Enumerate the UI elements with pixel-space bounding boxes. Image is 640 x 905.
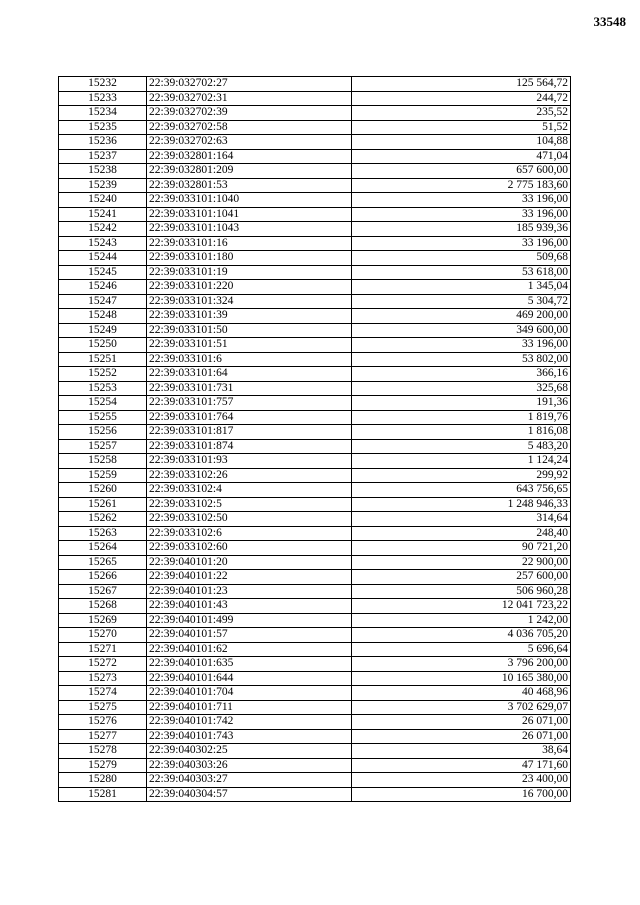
cadastral-number-cell: 22:39:032702:27 xyxy=(147,77,352,92)
row-number-cell: 15242 xyxy=(59,222,147,237)
row-number-cell: 15259 xyxy=(59,468,147,483)
table-row xyxy=(59,526,571,541)
cadastral-number-cell: 22:39:033101:93 xyxy=(147,454,352,469)
table-row xyxy=(59,555,571,570)
table-row xyxy=(59,787,571,802)
value-cell: 10 165 380,00 xyxy=(352,671,571,686)
cadastral-number-cell: 22:39:040101:742 xyxy=(147,715,352,730)
row-number-cell: 15238 xyxy=(59,164,147,179)
value-cell: 12 041 723,22 xyxy=(352,599,571,614)
table-row xyxy=(59,77,571,92)
cadastral-number-cell: 22:39:032801:209 xyxy=(147,164,352,179)
table-row xyxy=(59,323,571,338)
row-number-cell: 15258 xyxy=(59,454,147,469)
cadastral-number-cell: 22:39:040303:27 xyxy=(147,773,352,788)
table-row xyxy=(59,729,571,744)
value-cell: 471,04 xyxy=(352,149,571,164)
row-number-cell: 15235 xyxy=(59,120,147,135)
value-cell: 248,40 xyxy=(352,526,571,541)
cadastral-number-cell: 22:39:040101:23 xyxy=(147,584,352,599)
cadastral-number-cell: 22:39:040101:704 xyxy=(147,686,352,701)
cadastral-number-cell: 22:39:033101:1043 xyxy=(147,222,352,237)
row-number-cell: 15280 xyxy=(59,773,147,788)
value-cell: 643 756,65 xyxy=(352,483,571,498)
table-row xyxy=(59,642,571,657)
cadastral-number-cell: 22:39:032702:58 xyxy=(147,120,352,135)
cadastral-number-cell: 22:39:033101:1040 xyxy=(147,193,352,208)
table-row xyxy=(59,251,571,266)
row-number-cell: 15255 xyxy=(59,410,147,425)
table-row xyxy=(59,657,571,672)
table-row xyxy=(59,700,571,715)
row-number-cell: 15248 xyxy=(59,309,147,324)
cadastral-number-cell: 22:39:033101:731 xyxy=(147,381,352,396)
value-cell: 47 171,60 xyxy=(352,758,571,773)
row-number-cell: 15237 xyxy=(59,149,147,164)
row-number-cell: 15274 xyxy=(59,686,147,701)
table-row xyxy=(59,758,571,773)
table-row xyxy=(59,715,571,730)
cadastral-number-cell: 22:39:033101:6 xyxy=(147,352,352,367)
cadastral-number-cell: 22:39:033101:220 xyxy=(147,280,352,295)
table-row xyxy=(59,468,571,483)
value-cell: 1 816,08 xyxy=(352,425,571,440)
value-cell: 22 900,00 xyxy=(352,555,571,570)
value-cell: 40 468,96 xyxy=(352,686,571,701)
value-cell: 506 960,28 xyxy=(352,584,571,599)
cadastral-number-cell: 22:39:033102:26 xyxy=(147,468,352,483)
value-cell: 299,92 xyxy=(352,468,571,483)
table-row xyxy=(59,294,571,309)
table-row xyxy=(59,135,571,150)
value-cell: 38,64 xyxy=(352,744,571,759)
row-number-cell: 15273 xyxy=(59,671,147,686)
value-cell: 1 124,24 xyxy=(352,454,571,469)
table-row xyxy=(59,120,571,135)
table-row xyxy=(59,193,571,208)
cadastral-number-cell: 22:39:040101:743 xyxy=(147,729,352,744)
cadastral-value-table xyxy=(58,76,571,802)
value-cell: 26 071,00 xyxy=(352,729,571,744)
value-cell: 191,36 xyxy=(352,396,571,411)
value-cell: 23 400,00 xyxy=(352,773,571,788)
table-row xyxy=(59,178,571,193)
value-cell: 53 618,00 xyxy=(352,265,571,280)
table-row xyxy=(59,425,571,440)
cadastral-number-cell: 22:39:040101:20 xyxy=(147,555,352,570)
value-cell: 5 483,20 xyxy=(352,439,571,454)
table-row xyxy=(59,570,571,585)
row-number-cell: 15272 xyxy=(59,657,147,672)
cadastral-number-cell: 22:39:033101:39 xyxy=(147,309,352,324)
table-row xyxy=(59,613,571,628)
value-cell: 3 796 200,00 xyxy=(352,657,571,672)
row-number-cell: 15240 xyxy=(59,193,147,208)
table-row xyxy=(59,744,571,759)
row-number-cell: 15251 xyxy=(59,352,147,367)
row-number-cell: 15253 xyxy=(59,381,147,396)
row-number-cell: 15262 xyxy=(59,512,147,527)
value-cell: 53 802,00 xyxy=(352,352,571,367)
value-cell: 1 248 946,33 xyxy=(352,497,571,512)
table-row xyxy=(59,671,571,686)
cadastral-number-cell: 22:39:032702:39 xyxy=(147,106,352,121)
cadastral-number-cell: 22:39:033101:51 xyxy=(147,338,352,353)
cadastral-number-cell: 22:39:033102:6 xyxy=(147,526,352,541)
cadastral-number-cell: 22:39:040101:644 xyxy=(147,671,352,686)
cadastral-number-cell: 22:39:033101:1041 xyxy=(147,207,352,222)
cadastral-number-cell: 22:39:040101:499 xyxy=(147,613,352,628)
cadastral-number-cell: 22:39:033101:64 xyxy=(147,367,352,382)
value-cell: 1 242,00 xyxy=(352,613,571,628)
row-number-cell: 15247 xyxy=(59,294,147,309)
cadastral-number-cell: 22:39:040101:22 xyxy=(147,570,352,585)
table-row xyxy=(59,265,571,280)
table-row xyxy=(59,541,571,556)
cadastral-number-cell: 22:39:033102:60 xyxy=(147,541,352,556)
table-row xyxy=(59,164,571,179)
table-body xyxy=(59,77,571,802)
value-cell: 244,72 xyxy=(352,91,571,106)
value-cell: 5 696,64 xyxy=(352,642,571,657)
row-number-cell: 15250 xyxy=(59,338,147,353)
table-row xyxy=(59,599,571,614)
row-number-cell: 15261 xyxy=(59,497,147,512)
row-number-cell: 15279 xyxy=(59,758,147,773)
cadastral-number-cell: 22:39:032702:63 xyxy=(147,135,352,150)
row-number-cell: 15266 xyxy=(59,570,147,585)
row-number-cell: 15270 xyxy=(59,628,147,643)
cadastral-number-cell: 22:39:040304:57 xyxy=(147,787,352,802)
cadastral-number-cell: 22:39:033101:50 xyxy=(147,323,352,338)
row-number-cell: 15236 xyxy=(59,135,147,150)
row-number-cell: 15239 xyxy=(59,178,147,193)
row-number-cell: 15257 xyxy=(59,439,147,454)
row-number-cell: 15277 xyxy=(59,729,147,744)
value-cell: 104,88 xyxy=(352,135,571,150)
row-number-cell: 15275 xyxy=(59,700,147,715)
table-row xyxy=(59,381,571,396)
value-cell: 26 071,00 xyxy=(352,715,571,730)
row-number-cell: 15269 xyxy=(59,613,147,628)
page-number: 33548 xyxy=(593,14,626,29)
value-cell: 90 721,20 xyxy=(352,541,571,556)
table-row xyxy=(59,773,571,788)
table-row xyxy=(59,338,571,353)
cadastral-number-cell: 22:39:033101:817 xyxy=(147,425,352,440)
row-number-cell: 15241 xyxy=(59,207,147,222)
row-number-cell: 15265 xyxy=(59,555,147,570)
value-cell: 2 775 183,60 xyxy=(352,178,571,193)
value-cell: 5 304,72 xyxy=(352,294,571,309)
table-row xyxy=(59,149,571,164)
cadastral-number-cell: 22:39:040101:62 xyxy=(147,642,352,657)
value-cell: 1 345,04 xyxy=(352,280,571,295)
table-row xyxy=(59,686,571,701)
value-cell: 509,68 xyxy=(352,251,571,266)
cadastral-number-cell: 22:39:033102:5 xyxy=(147,497,352,512)
table-row xyxy=(59,497,571,512)
cadastral-number-cell: 22:39:040101:635 xyxy=(147,657,352,672)
value-cell: 125 564,72 xyxy=(352,77,571,92)
cadastral-number-cell: 22:39:033102:50 xyxy=(147,512,352,527)
value-cell: 33 196,00 xyxy=(352,193,571,208)
value-cell: 33 196,00 xyxy=(352,338,571,353)
table-row xyxy=(59,439,571,454)
row-number-cell: 15263 xyxy=(59,526,147,541)
table-row xyxy=(59,483,571,498)
table-row xyxy=(59,512,571,527)
value-cell: 16 700,00 xyxy=(352,787,571,802)
value-cell: 325,68 xyxy=(352,381,571,396)
table-row xyxy=(59,222,571,237)
table-row xyxy=(59,454,571,469)
value-cell: 366,16 xyxy=(352,367,571,382)
value-cell: 314,64 xyxy=(352,512,571,527)
cadastral-number-cell: 22:39:040101:43 xyxy=(147,599,352,614)
value-cell: 33 196,00 xyxy=(352,236,571,251)
row-number-cell: 15232 xyxy=(59,77,147,92)
value-cell: 51,52 xyxy=(352,120,571,135)
table-row xyxy=(59,236,571,251)
value-cell: 657 600,00 xyxy=(352,164,571,179)
table-row xyxy=(59,207,571,222)
value-cell: 257 600,00 xyxy=(352,570,571,585)
value-cell: 33 196,00 xyxy=(352,207,571,222)
table-row xyxy=(59,367,571,382)
cadastral-number-cell: 22:39:033101:757 xyxy=(147,396,352,411)
row-number-cell: 15267 xyxy=(59,584,147,599)
table-row xyxy=(59,352,571,367)
value-cell: 185 939,36 xyxy=(352,222,571,237)
row-number-cell: 15276 xyxy=(59,715,147,730)
value-cell: 235,52 xyxy=(352,106,571,121)
table-row xyxy=(59,410,571,425)
cadastral-number-cell: 22:39:033101:764 xyxy=(147,410,352,425)
row-number-cell: 15252 xyxy=(59,367,147,382)
table-row xyxy=(59,280,571,295)
row-number-cell: 15256 xyxy=(59,425,147,440)
cadastral-number-cell: 22:39:040303:26 xyxy=(147,758,352,773)
value-cell: 469 200,00 xyxy=(352,309,571,324)
cadastral-number-cell: 22:39:040101:711 xyxy=(147,700,352,715)
row-number-cell: 15244 xyxy=(59,251,147,266)
cadastral-number-cell: 22:39:033101:874 xyxy=(147,439,352,454)
row-number-cell: 15254 xyxy=(59,396,147,411)
value-cell: 349 600,00 xyxy=(352,323,571,338)
value-cell: 3 702 629,07 xyxy=(352,700,571,715)
cadastral-number-cell: 22:39:033102:4 xyxy=(147,483,352,498)
row-number-cell: 15281 xyxy=(59,787,147,802)
row-number-cell: 15260 xyxy=(59,483,147,498)
table-row xyxy=(59,106,571,121)
table-row xyxy=(59,628,571,643)
row-number-cell: 15268 xyxy=(59,599,147,614)
cadastral-number-cell: 22:39:040302:25 xyxy=(147,744,352,759)
table-row xyxy=(59,309,571,324)
value-cell: 4 036 705,20 xyxy=(352,628,571,643)
cadastral-number-cell: 22:39:033101:180 xyxy=(147,251,352,266)
row-number-cell: 15245 xyxy=(59,265,147,280)
table-row xyxy=(59,91,571,106)
cadastral-number-cell: 22:39:032702:31 xyxy=(147,91,352,106)
cadastral-number-cell: 22:39:033101:324 xyxy=(147,294,352,309)
row-number-cell: 15271 xyxy=(59,642,147,657)
cadastral-number-cell: 22:39:040101:57 xyxy=(147,628,352,643)
row-number-cell: 15264 xyxy=(59,541,147,556)
row-number-cell: 15278 xyxy=(59,744,147,759)
cadastral-number-cell: 22:39:033101:19 xyxy=(147,265,352,280)
row-number-cell: 15234 xyxy=(59,106,147,121)
value-cell: 1 819,76 xyxy=(352,410,571,425)
row-number-cell: 15243 xyxy=(59,236,147,251)
cadastral-number-cell: 22:39:032801:53 xyxy=(147,178,352,193)
table-row xyxy=(59,396,571,411)
cadastral-number-cell: 22:39:033101:16 xyxy=(147,236,352,251)
table-row xyxy=(59,584,571,599)
row-number-cell: 15246 xyxy=(59,280,147,295)
row-number-cell: 15233 xyxy=(59,91,147,106)
cadastral-number-cell: 22:39:032801:164 xyxy=(147,149,352,164)
row-number-cell: 15249 xyxy=(59,323,147,338)
